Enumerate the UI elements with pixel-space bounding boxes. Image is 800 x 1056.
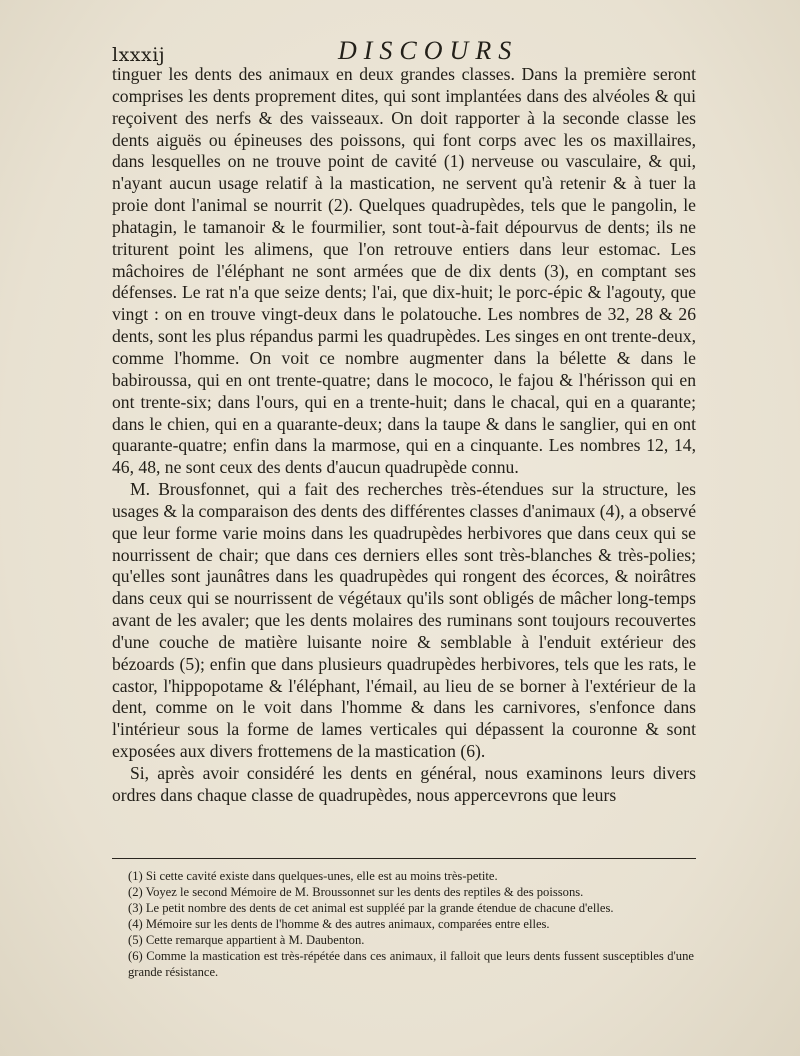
- footnote-6: (6) Comme la mastication est très-répétée dans ces animaux, il falloit que leurs dents fussent susceptibles d'une grande résistance.: [128, 949, 694, 979]
- footnote-4: (4) Mémoire sur les dents de l'homme & des autres animaux, comparées entre elles.: [128, 917, 550, 931]
- body-text: [112, 64, 696, 807]
- footnotes: [128, 868, 694, 980]
- footnote-2: (2) Voyez le second Mémoire de M. Broussonnet sur les dents des reptiles & des poissons.: [128, 885, 584, 899]
- paragraph-broussonnet: M. Brousfonnet, qui a fait des recherches très-étendues sur la structure, les usages & la comparaison des dents des différentes classes d'animaux (4), a observé que leur forme varie moins dans les quadrupèdes herbivores que dans ceux qui se nourrissent de chair; que dans ces derniers elles sont très-blanches & très-polies; qu'elles sont jaunâtres dans les quadrupèdes qui rongent des écorces, & noirâtres dans ceux qui se nourrissent de végétaux qu'ils sont obligés de mâcher long-temps avant de les avaler; que les dents molaires des ruminans sont toujours recouvertes d'une couche de matière luisante noire & semblable à l'enduit extérieur des bézoards (5); enfin que dans plusieurs quadrupèdes herbivores, tels que les rats, le castor, l'hippopotame & l'éléphant, l'émail, au lieu de se borner à l'extérieur de la dent, comme on le voit dans l'homme & dans les carnivores, s'enfonce dans l'intérieur sous la forme de lames verticales qui dépassent la couronne & sont exposées aux divers frottemens de la mastication (6).: [112, 479, 696, 762]
- paragraph-orders: Si, après avoir considéré les dents en général, nous examinons leurs divers ordres dans chaque classe de quadrupèdes, nous appercevrons que leurs: [112, 763, 696, 805]
- paragraph-continued: tinguer les dents des animaux en deux grandes classes. Dans la première seront comprises les dents proprement dites, qui sont implantées dans des alvéoles & qui reçoivent des nerfs & des vaisseaux. On doit rapporter à la seconde classe les dents aiguës ou épineuses des poissons, qui font corps avec les os maxillaires, dans lesquelles on ne trouve point de cavité (1) nerveuse ou vasculaire, & qui, n'ayant aucun usage relatif à la mastication, ne servent qu'à retenir & à tuer la proie dont l'animal se nourrit (2). Quelques quadrupèdes, tels que le pangolin, le phatagin, le tamanoir & le fourmilier, sont tout-à-fait dépourvus de dents; ils ne triturent point les alimens, que l'on retrouve entiers dans leur estomac. Les mâchoires de l'éléphant ne sont armées que de dix dents (3), en comptant ses défenses. Le rat n'a que seize dents; l'ai, que dix-huit; le porc-épic & l'agouty, que vingt : on en trouve vingt-deux dans le polatouche. Les nombres de 32, 28 & 26 dents, sont les plus répandus parmi les quadrupèdes. Les singes en ont trente-deux, comme l'homme. On voit ce nombre augmenter dans la bélette & dans le babiroussa, qui en ont trente-quatre; dans le mococo, le fajou & l'hérisson qui en ont trente-six; dans l'ours, qui en a trente-huit; dans le chacal, qui en a quarante; dans le chien, qui en a quarante-deux; dans la taupe & dans le sanglier, qui en ont quarante-quatre; enfin dans la marmose, qui en a cinquante. Les nombres 12, 14, 46, 48, ne sont ceux des dents d'aucun quadrupède connu.: [112, 64, 696, 478]
- running-title: DISCOURS: [338, 36, 519, 65]
- footnote-3: (3) Le petit nombre des dents de cet animal est suppléé par la grande étendue de chacune d'elles.: [128, 901, 614, 915]
- footnote-5: (5) Cette remarque appartient à M. Daubenton.: [128, 933, 365, 947]
- footnote-1: (1) Si cette cavité existe dans quelques-unes, elle est au moins très-petite.: [128, 869, 498, 883]
- page-number: lxxxij: [112, 44, 166, 66]
- footnote-separator: [112, 858, 696, 859]
